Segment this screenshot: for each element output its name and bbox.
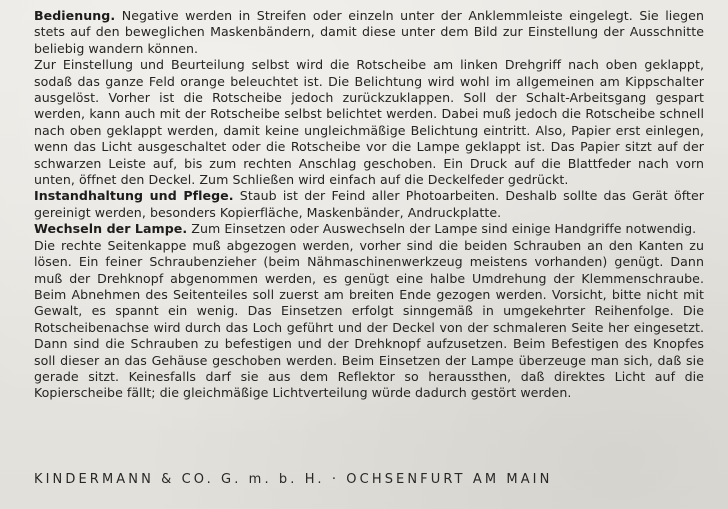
instruction-text: [34, 8, 704, 402]
paragraph-bedienung: [34, 8, 704, 57]
paragraph-text: Zum Einsetzen oder Auswechseln der Lampe sind einige Handgriffe notwendig.: [187, 221, 697, 237]
paragraph-seitenkappe: [34, 238, 704, 402]
paragraph-einstellung: [34, 57, 704, 188]
paragraph-instandhaltung: [34, 188, 704, 221]
paragraph-text: Zur Einstellung und Beurteilung selbst wird die Rotscheibe am linken Drehgriff nach oben geklappt, sodaß das ganze Feld orange beleuchtet ist. Die Belichtung wird wohl im allgemeinen am Kippschalter ausgelöst. Vorher ist die Rotscheibe jedoch zurückzuklappen. Soll der Schalt-Arbeitsgang gespart werden, kann auch mit der Rotscheibe selbst belichtet werden. Dabei muß jedoch die Rotscheibe schnell nach oben geklappt werden, damit keine ungleichmäßige Belichtung eintritt. Also, Papier erst einlegen, wenn das Licht ausgeschaltet oder die Rotscheibe vor die Lampe geklappt ist. Das Papier sitzt auf der schwarzen Leiste auf, bis zum rechten Anschlag geschoben. Ein Druck auf die Blattfeder nach vorn unten, öffnet den Deckel. Zum Schließen wird einfach auf die Deckelfeder gedrückt.: [34, 57, 704, 188]
paragraph-text: Die rechte Seitenkappe muß abgezogen werden, vorher sind die beiden Schrauben an den Kanten zu lösen. Ein feiner Schraubenzieher (beim Nähmaschinenwerkzeug meistens vorhanden) genügt. Dann muß der Drehknopf abgenommen werden, es genügt eine halbe Umdrehung der Klemmenschraube. Beim Abnehmen des Seitenteiles soll zuerst am breiten Ende gezogen werden. Vorsicht, bitte nicht mit Gewalt, es spannt ein wenig. Das Einsetzen erfolgt sinngemäß in umgekehrter Reihenfolge. Die Rotscheibenachse wird durch das Loch geführt und der Deckel von der schmaleren Seite her eingesetzt. Dann sind die Schrauben zu befestigen und der Drehknopf aufzusetzen. Beim Befestigen des Knopfes soll dieser an das Gehäuse geschoben werden. Beim Einsetzen der Lampe überzeuge man sich, daß sie gerade sitzt. Keinesfalls darf sie aus dem Reflektor so heraussthen, daß direktes Licht auf die Kopierscheibe fällt; die gleichmäßige Lichtverteilung würde dadurch gestört werden.: [34, 237, 704, 401]
heading-instandhaltung: Instandhaltung und Pflege.: [34, 188, 234, 204]
paragraph-wechseln: [34, 221, 704, 237]
heading-bedienung: Bedienung.: [34, 8, 116, 23]
paragraph-text: Negative werden in Streifen oder einzeln unter der Anklemmleiste eingelegt. Sie liegen stets auf den beweglichen Maskenbändern, damit diese unter dem Bild zur Einstellung der Ausschnitte beliebig wandern können.: [34, 8, 704, 56]
heading-wechseln: Wechseln der Lampe.: [34, 221, 188, 237]
paragraph-text: Staub ist der Feind aller Photoarbeiten. Deshalb sollte das Gerät öfter gereinigt werden, besonders Kopierfläche, Maskenbänder, Andruckplatte.: [34, 188, 704, 220]
company-footer: KINDERMANN & CO. G. m. b. H. · OCHSENFURT AM MAIN: [34, 472, 553, 487]
